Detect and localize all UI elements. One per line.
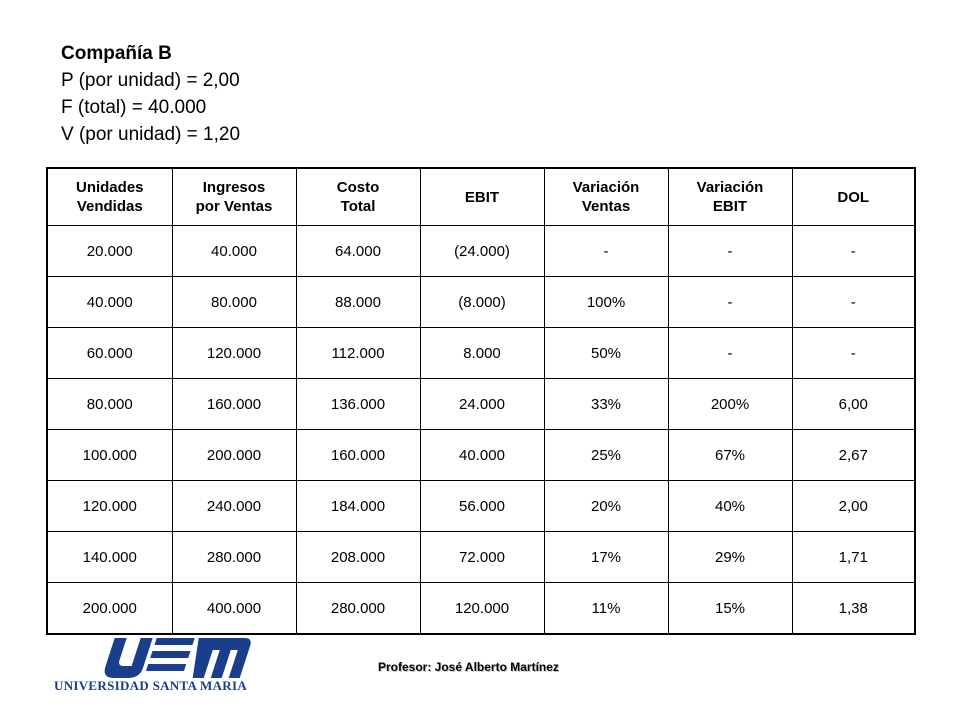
cell-dol: 1,71 [792,532,915,583]
price-per-unit: P (por unidad) = 2,00 [61,70,240,91]
cell-ingresos: 160.000 [172,379,296,430]
cell-ebit: 40.000 [420,430,544,481]
table-header-row [47,168,915,226]
cell-costo: 280.000 [296,583,420,635]
fixed-cost-total: F (total) = 40.000 [61,97,207,118]
cell-unidades: 200.000 [47,583,172,635]
cell-ebit: 24.000 [420,379,544,430]
cell-dol: 2,00 [792,481,915,532]
cell-var-ventas: 100% [544,277,668,328]
table-row [47,481,915,532]
cell-var-ebit: 15% [668,583,792,635]
cell-dol: 6,00 [792,379,915,430]
cell-var-ventas: 11% [544,583,668,635]
cell-ebit: 8.000 [420,328,544,379]
table-row [47,379,915,430]
cell-costo: 64.000 [296,226,420,277]
cell-costo: 136.000 [296,379,420,430]
cell-var-ventas: 50% [544,328,668,379]
leverage-table [46,167,916,635]
professor-credit: Profesor: José Alberto Martínez [378,660,559,674]
company-title: Compañía B [61,43,172,64]
cell-var-ebit: 40% [668,481,792,532]
table-row [47,532,915,583]
cell-unidades: 20.000 [47,226,172,277]
cell-costo: 112.000 [296,328,420,379]
cell-ebit: 120.000 [420,583,544,635]
col-header-ingresos: Ingresos por Ventas [172,168,296,226]
cell-var-ventas: 20% [544,481,668,532]
cell-var-ventas: - [544,226,668,277]
cell-var-ebit: - [668,226,792,277]
table-row [47,430,915,481]
table-row [47,277,915,328]
cell-dol: 2,67 [792,430,915,481]
variable-cost-per-unit: V (por unidad) = 1,20 [61,124,241,145]
cell-var-ebit: 200% [668,379,792,430]
cell-var-ebit: 29% [668,532,792,583]
university-name: UNIVERSIDAD SANTA MARIA [54,678,248,693]
cell-dol: - [792,226,915,277]
cell-ingresos: 240.000 [172,481,296,532]
cell-ingresos: 200.000 [172,430,296,481]
col-header-ebit: EBIT [420,168,544,226]
cell-dol: - [792,277,915,328]
cell-var-ebit: 67% [668,430,792,481]
table-row [47,328,915,379]
col-header-unidades: Unidades Vendidas [47,168,172,226]
cell-unidades: 120.000 [47,481,172,532]
cell-ingresos: 280.000 [172,532,296,583]
table-row [47,583,915,635]
cell-unidades: 100.000 [47,430,172,481]
cell-unidades: 40.000 [47,277,172,328]
cell-unidades: 140.000 [47,532,172,583]
cell-var-ventas: 17% [544,532,668,583]
col-header-costo: Costo Total [296,168,420,226]
cell-var-ventas: 25% [544,430,668,481]
cell-ingresos: 120.000 [172,328,296,379]
cell-ebit: 72.000 [420,532,544,583]
cell-ebit: (24.000) [420,226,544,277]
col-header-variacion-ventas: Variación Ventas [544,168,668,226]
header-block [61,40,240,148]
cell-ebit: (8.000) [420,277,544,328]
col-header-dol: DOL [792,168,915,226]
cell-var-ebit: - [668,328,792,379]
cell-var-ebit: - [668,277,792,328]
cell-var-ventas: 33% [544,379,668,430]
cell-ingresos: 40.000 [172,226,296,277]
cell-costo: 184.000 [296,481,420,532]
cell-ebit: 56.000 [420,481,544,532]
cell-ingresos: 80.000 [172,277,296,328]
cell-dol: - [792,328,915,379]
col-header-variacion-ebit: Variación EBIT [668,168,792,226]
cell-costo: 160.000 [296,430,420,481]
table-row [47,226,915,277]
cell-costo: 208.000 [296,532,420,583]
cell-dol: 1,38 [792,583,915,635]
cell-unidades: 60.000 [47,328,172,379]
cell-unidades: 80.000 [47,379,172,430]
cell-costo: 88.000 [296,277,420,328]
cell-ingresos: 400.000 [172,583,296,635]
